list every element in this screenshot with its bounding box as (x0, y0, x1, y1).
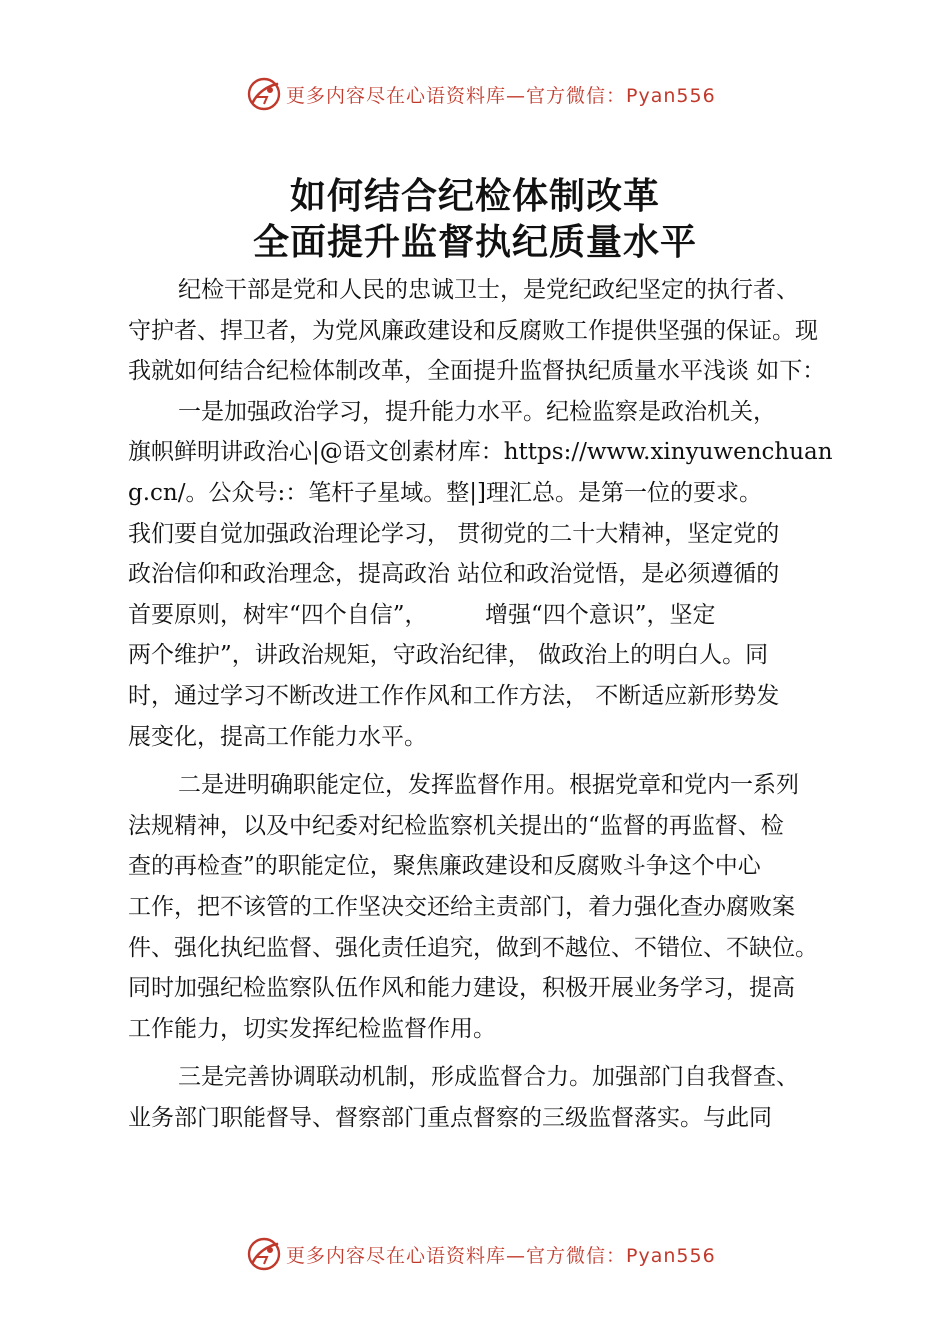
paragraph-gap (128, 757, 858, 765)
footer-banner-text: 更多内容尽在心语资料库—官方微信：Pyan556 (286, 1244, 716, 1267)
paragraph-line: 政治信仰和政治理念，提高政治 站位和政治觉悟，是必须遵循的 (128, 561, 780, 588)
paragraph-line: 展变化，提高工作能力水平。 (128, 723, 427, 750)
paragraph-line: 守护者、捍卫者，为党风廉政建设和反腐败工作提供坚强的保证。现 (128, 317, 818, 344)
paragraph-line: 件、强化执纪监督、强化责任追究，做到不越位、不错位、不缺位。 (128, 934, 818, 961)
paragraph-line: 业务部门职能督导、督察部门重点督察的三级监督落实。与此同 (128, 1104, 772, 1131)
paragraph-line: 工作能力，切实发挥纪检监督作用。 (128, 1015, 496, 1042)
seal-logo-icon (246, 1236, 282, 1272)
paragraph-line: 工作，把不该管的工作坚决交还给主责部门，着力强化查办腐败案 (128, 893, 795, 920)
paragraph-line: 二是进明确职能定位，发挥监督作用。根据党章和党内一系列 (178, 772, 799, 799)
header-banner (246, 74, 766, 114)
paragraph-line: g.cn/。公众号:：笔杆子星域。整|]理汇总。是第一位的要求。 (128, 479, 762, 506)
title-line-1: 如何结合纪检体制改革 (289, 176, 660, 217)
paragraph-line: 首要原则，树牢“四个自信”， 增强“四个意识”，坚定 (128, 601, 716, 628)
seal-logo-icon (246, 76, 282, 112)
paragraph-3 (128, 765, 858, 1049)
footer-banner (246, 1234, 766, 1274)
paragraph-line: 一是加强政治学习，提升能力水平。纪检监察是政治机关， (178, 398, 776, 425)
title-line-2: 全面提升监督执纪质量水平 (252, 222, 697, 263)
paragraph-line: 三是完善协调联动机制，形成监督合力。加强部门自我督查、 (178, 1064, 799, 1091)
paragraph-1 (128, 270, 858, 392)
paragraph-gap (128, 1049, 858, 1057)
document-body (128, 270, 858, 1138)
paragraph-4 (128, 1057, 858, 1138)
paragraph-line: 法规精神，以及中纪委对纪检监察机关提出的“监督的再监督、检 (128, 812, 784, 839)
paragraph-line: 同时加强纪检监察队伍作风和能力建设，积极开展业务学习，提高 (128, 975, 795, 1002)
paragraph-line: 查的再检查”的职能定位，聚焦廉政建设和反腐败斗争这个中心 (128, 853, 761, 880)
paragraph-line: 我就如何结合纪检体制改革，全面提升监督执纪质量水平浅谈 如下： (128, 358, 826, 385)
paragraph-line: 时，通过学习不断改进工作作风和工作方法， 不断适应新形势发 (128, 682, 780, 709)
paragraph-2 (128, 392, 858, 757)
header-banner-text: 更多内容尽在心语资料库—官方微信：Pyan556 (286, 84, 716, 107)
paragraph-line: 旗帜鲜明讲政治心|@语文创素材库：https://www.xinyuwenchuan (128, 439, 833, 466)
paragraph-line: 两个维护”，讲政治规矩，守政治纪律， 做政治上的明白人。同 (128, 642, 769, 669)
paragraph-line: 我们要自觉加强政治理论学习， 贯彻党的二十大精神，坚定党的 (128, 520, 780, 547)
paragraph-line: 纪检干部是党和人民的忠诚卫士，是党纪政纪坚定的执行者、 (178, 277, 799, 303)
